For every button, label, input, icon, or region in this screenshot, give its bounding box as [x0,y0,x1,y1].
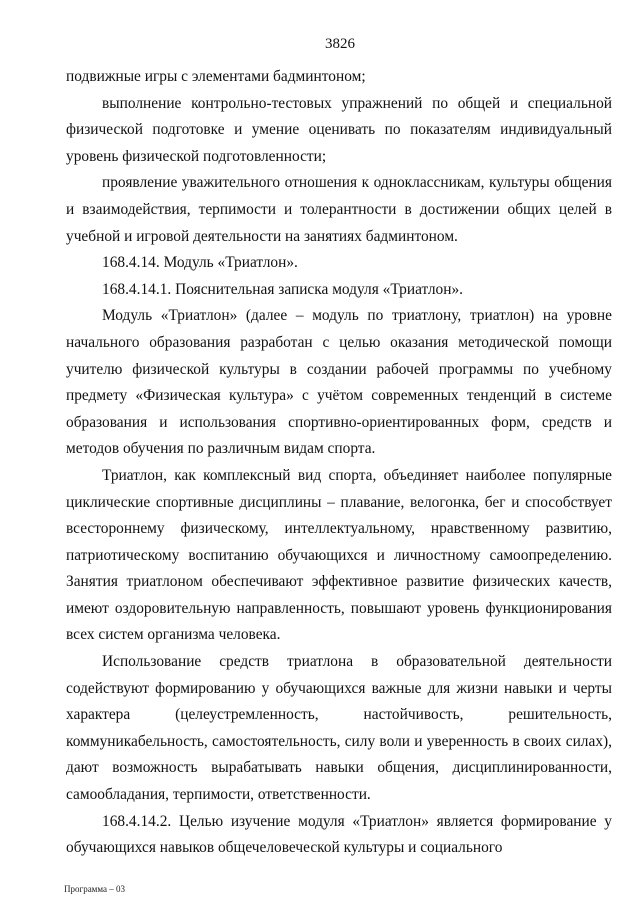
section-heading: 168.4.14. Модуль «Триатлон». [102,254,298,272]
paragraph: проявление уважительного отношения к одноклассникам, культуры общения и взаимодействия, терпимости и толерантности в достижении общих целей в учебной и игровой деятельности на занятиях бадминтоном. [66,174,612,245]
paragraph: подвижные игры с элементами бадминтоном; [66,68,366,85]
paragraph: 168.4.14.2. Целью изучение модуля «Триатлон» является формирование у обучающихся навыков общечеловеческой культуры и социального [66,812,612,857]
paragraph: Триатлон, как комплексный вид спорта, объединяет наиболее популярные циклические спортивные дисциплины – плавание, велогонка, бег и способствует всестороннему физическому, интеллектуальному, нравственному развитию, патриотическому воспитанию обучающихся и личностному самоопределению. Занятия триатлоном обеспечивают эффективное развитие физических качеств, имеют оздоровительную направленность, повышают уровень функционирования всех систем организма человека. [66,466,612,644]
page-number: 3826 [325,36,355,52]
document-body [66,64,612,862]
paragraph: Использование средств триатлона в образовательной деятельности содействуют формированию у обучающихся важные для жизни навыки и черты характера (целеустремленность, настойчивость, решительность, коммуникабельность, самостоятельность, силу воли и уверенность в своих силах), дают возможность вырабатывать навыки общения, дисциплинированности, самообладания, терпимости, ответственности. [66,653,612,804]
paragraph: выполнение контрольно-тестовых упражнений по общей и специальной физической подготовке и умение оценивать по показателям индивидуальный уровень физической подготовленности; [66,94,612,165]
footer-label: Программа – 03 [64,884,126,894]
subsection-heading: 168.4.14.1. Пояснительная записка модуля «Триатлон». [102,280,464,298]
paragraph: Модуль «Триатлон» (далее – модуль по триатлону, триатлон) на уровне начального образования разработан с целью оказания методической помощи учителю физической культуры в создании рабочей программы по учебному предмету «Физическая культура» с учётом современных тенденций в системе образования и использования спортивно-ориентированных форм, средств и методов обучения по различным видам спорта. [66,307,612,458]
